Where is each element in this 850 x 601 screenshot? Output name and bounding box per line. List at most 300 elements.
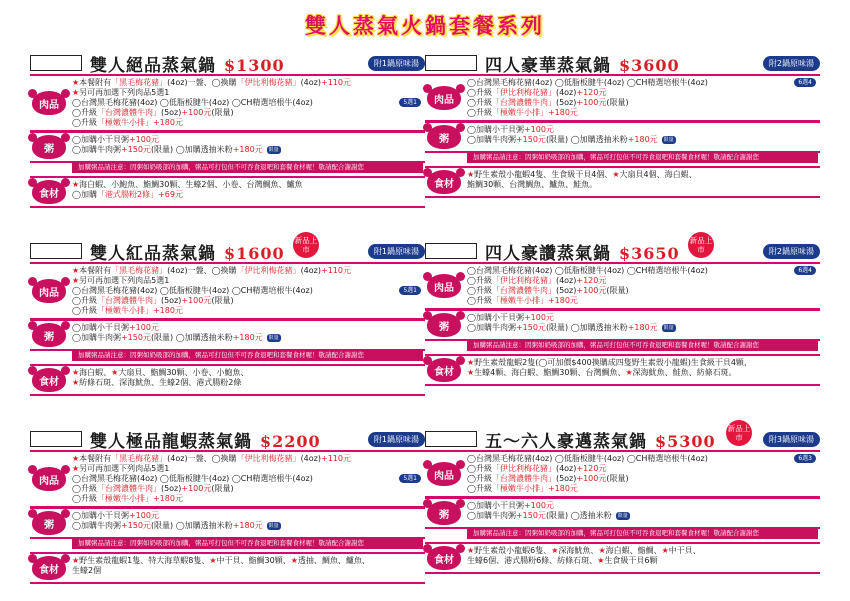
congee-note: 加購粥品請注意：因粥如奶吸部的加購，粥品可打包但不可吞食退吧和套餐食材喔！敬請配合謝謝您	[72, 538, 423, 549]
set-price: $1300	[224, 56, 285, 75]
ingredients-section	[30, 364, 425, 396]
limited-tag: 限量	[268, 522, 279, 529]
row-text-part: (限量) ◯透抽米粉	[545, 511, 612, 520]
row-text-part: 「極嫩牛小排」	[96, 306, 153, 315]
row-text-part: 海白蝦、	[79, 368, 112, 377]
row-text-part: +180元	[152, 306, 183, 315]
menu-row	[467, 296, 820, 306]
ingredients-section-rows	[72, 556, 425, 576]
soup-pill: 附1鍋原味湯	[368, 432, 425, 447]
row-text-part: +100元	[128, 135, 159, 144]
row-text-part: 「伊比利梅花豬」	[491, 276, 556, 285]
row-text-part: +150元	[515, 135, 546, 144]
menu-panel	[425, 52, 820, 224]
row-text-part: ★	[625, 368, 633, 377]
name-box	[30, 55, 82, 71]
soup-pill: 附2鍋原味湯	[763, 244, 820, 259]
set-price: $3600	[619, 56, 680, 75]
menu-row	[467, 484, 820, 494]
row-text-part: ◯升級	[72, 306, 97, 315]
menu-row	[72, 286, 425, 296]
row-text-part: +100元	[523, 501, 554, 510]
set-price: $5300	[655, 432, 716, 451]
row-text-part: ◯加購小干貝粥	[72, 323, 129, 332]
ingredients-section	[425, 354, 820, 386]
ingredients-section-rows	[72, 368, 425, 388]
menu-panel	[425, 236, 820, 412]
menu-row	[467, 368, 820, 378]
ingredients-section	[30, 176, 425, 208]
row-text-part: ★	[551, 546, 559, 555]
row-text-part: +180元	[627, 323, 658, 332]
row-text-part: 鮨鯛30顆、台灣鯛魚、鱸魚、鮭魚。	[467, 180, 598, 189]
congee-section-rows	[467, 313, 820, 333]
congee-note: 加購粥品請注意：因粥如奶吸部的加購，粥品可打包但不可吞食退吧和套餐食材喔！敬請配合謝謝您	[467, 528, 818, 539]
row-text-part: (限量)	[606, 286, 629, 295]
row-text-part: ★	[72, 378, 80, 387]
set-name: 雙人紅品蒸氣鍋	[90, 244, 216, 264]
row-text-part: (4oz)	[555, 88, 577, 97]
ingredients-section	[425, 542, 820, 574]
row-text-part: ★	[72, 556, 80, 565]
row-text-part: +100元	[181, 108, 212, 117]
row-text-part: ◯升級	[467, 98, 492, 107]
meat-section	[30, 450, 425, 508]
row-text-part: 「極嫩牛小排」	[491, 296, 548, 305]
row-text-part: ★	[597, 556, 605, 565]
row-text-part: +180元	[232, 145, 263, 154]
row-text-part: 「台灣濃體牛肉」	[96, 108, 161, 117]
row-text-part: ◯加購	[72, 190, 97, 199]
row-text-part: +150元	[515, 323, 546, 332]
menu-panel	[30, 52, 425, 224]
row-text-part: +150元	[120, 521, 151, 530]
row-text-part: ◯加購小干貝粥	[467, 313, 524, 322]
row-text-part: +180元	[547, 484, 578, 493]
soup-pill: 附2鍋原味湯	[763, 56, 820, 71]
menu-row	[467, 266, 820, 276]
row-text-part: ★	[209, 556, 217, 565]
row-text-part: ★	[467, 368, 475, 377]
congee-note: 加購粥品請注意：因粥如奶吸部的加購，粥品可打包但不可吞食退吧和套餐食材喔！敬請配合謝謝您	[72, 162, 423, 173]
row-text-part: +150元	[120, 333, 151, 342]
row-text-part: +100元	[523, 313, 554, 322]
row-text-part: 生蠔6個、港式腸粉6條、紡條石斑、	[467, 556, 598, 565]
menu-row	[72, 494, 425, 504]
menu-row	[467, 474, 820, 484]
row-text-part: +120元	[576, 88, 607, 97]
menu-row	[467, 135, 820, 145]
row-text-part: +180元	[547, 296, 578, 305]
menu-row	[72, 566, 425, 576]
congee-section-label: 粥	[427, 501, 461, 525]
row-text-part: (限量) ◯加購透抽米粉	[545, 135, 628, 144]
row-text-part: ★	[72, 276, 80, 285]
menu-row	[467, 556, 820, 566]
choice-tag: 5選1	[399, 286, 421, 295]
ingredients-section-rows	[72, 180, 425, 200]
row-text-part: ★	[72, 180, 80, 189]
soup-pill: 附1鍋原味湯	[368, 244, 425, 259]
menu-row	[467, 358, 820, 368]
meat-section-rows	[72, 454, 425, 504]
panel-name	[90, 239, 285, 264]
row-text-part: 另可再加選下列肉品5選1	[79, 88, 170, 97]
ingredients-section-label: 食材	[427, 170, 461, 194]
row-text-part: ◯加購小干貝粥	[72, 511, 129, 520]
row-text-part: +100元	[128, 511, 159, 520]
row-text-part: ◯加購牛肉粥	[467, 511, 516, 520]
row-text-part: ◯台灣黑毛梅花豬(4oz) ◯低脂板腱牛(4oz) ◯CH精選培根牛(4oz)	[467, 266, 708, 275]
menu-row	[72, 296, 425, 306]
row-text-part: +180元	[152, 494, 183, 503]
row-text-part: +100元	[128, 323, 159, 332]
row-text-part: 大扇貝4個、海白蝦、	[619, 170, 697, 179]
menu-panel	[425, 424, 820, 600]
limited-tag: 限量	[268, 146, 279, 153]
row-text-part: 野生素殼龍蝦2隻(◯可加價$400換購成四隻野生素殼小龍蝦)生食級干貝4顆、	[474, 358, 752, 367]
panel-name	[485, 239, 680, 264]
row-text-part: ★	[72, 464, 80, 473]
row-text-part: ◯升級	[467, 296, 492, 305]
row-text-part: 「台灣濃體牛肉」	[96, 484, 161, 493]
limited-tag: 限量	[617, 512, 628, 519]
panel-header	[30, 236, 425, 264]
menu-row	[467, 323, 820, 333]
ingredients-section-label: 食材	[427, 546, 461, 570]
limited-tag: 限量	[663, 324, 674, 331]
row-text-part: ★	[467, 170, 475, 179]
menu-row	[72, 108, 425, 118]
choice-tag: 6選4	[794, 78, 816, 87]
row-text-part: 生蠔2個	[72, 566, 102, 575]
row-text-part: ◯加購小干貝粥	[467, 125, 524, 134]
menu-panel	[30, 428, 425, 600]
row-text-part: +100元	[576, 474, 607, 483]
row-text-part: 生食級干貝6顆	[604, 556, 658, 565]
row-text-part: 生蠔4顆、海白蝦、鮨鯛30顆、台灣鯛魚、	[474, 368, 626, 377]
page-title: 雙人蒸氣火鍋套餐系列	[305, 13, 545, 38]
ingredients-section	[425, 166, 820, 198]
menu-row	[72, 98, 425, 108]
row-text-part: +110元	[321, 78, 351, 87]
menu-row	[467, 108, 820, 118]
menu-panel	[30, 236, 425, 412]
row-text-part: 紡條石斑、深海魷魚、生蠔2個、港式腸粉2條	[79, 378, 242, 387]
menu-row	[467, 170, 820, 180]
row-text-part: ★	[290, 556, 298, 565]
limited-tag: 限量	[663, 136, 674, 143]
menu-row	[72, 323, 425, 333]
panel-name	[485, 51, 680, 76]
name-box	[425, 431, 477, 447]
row-text-part: ◯加購牛肉粥	[467, 323, 516, 332]
row-text-part: 「台灣濃體牛肉」	[96, 296, 161, 305]
congee-section	[425, 121, 820, 153]
congee-section-rows	[72, 135, 425, 155]
row-text-part: +69元	[158, 190, 183, 199]
set-price: $3650	[619, 244, 680, 263]
row-text-part: ★	[72, 88, 80, 97]
meat-section	[30, 262, 425, 320]
row-text-part: +100元	[523, 125, 554, 134]
row-text-part: +180元	[547, 108, 578, 117]
menu-row	[72, 276, 425, 286]
name-box	[425, 55, 477, 71]
meat-section-rows	[72, 266, 425, 316]
row-text-part: (限量) ◯加購透抽米粉	[545, 323, 628, 332]
row-text-part: +180元	[232, 521, 263, 530]
meat-section	[30, 74, 425, 132]
soup-pill: 附3鍋原味湯	[763, 432, 820, 447]
row-text-part: ◯升級	[467, 474, 492, 483]
row-text-part: +180元	[232, 333, 263, 342]
meat-section-label: 肉品	[32, 467, 66, 491]
row-text-part: +120元	[576, 464, 607, 473]
row-text-part: 本餐附有	[79, 454, 112, 463]
row-text-part: ★	[72, 454, 80, 463]
name-box	[425, 243, 477, 259]
row-text-part: ◯升級	[72, 118, 97, 127]
menu-row	[72, 521, 425, 531]
set-name: 雙人絕品蒸氣鍋	[90, 56, 216, 76]
row-text-part: ★	[467, 546, 475, 555]
row-text-part: ◯加購牛肉粥	[72, 145, 121, 154]
congee-section	[30, 319, 425, 351]
panel-name	[485, 427, 716, 452]
row-text-part: 「黑毛梅花豬」	[111, 78, 168, 87]
row-text-part: (限量) ◯加購透抽米粉	[150, 333, 233, 342]
row-text-part: 「極嫩牛小排」	[491, 108, 548, 117]
congee-section-rows	[467, 501, 820, 521]
panel-name	[90, 51, 285, 76]
row-text-part: (5oz)	[555, 98, 577, 107]
row-text-part: +150元	[515, 511, 546, 520]
row-text-part: ◯台灣黑毛梅花豬(4oz) ◯低脂板腱牛(4oz) ◯CH精選培根牛(4oz)	[72, 286, 313, 295]
meat-section-label: 肉品	[427, 86, 461, 110]
menu-row	[72, 484, 425, 494]
row-text-part: 「台灣濃體牛肉」	[491, 98, 556, 107]
row-text-part: 「港式腸粉2條」	[96, 190, 159, 199]
menu-row	[72, 556, 425, 566]
meat-section-rows	[467, 454, 820, 494]
panel-header	[30, 428, 425, 450]
row-text-part: ◯加購小干貝粥	[72, 135, 129, 144]
row-text-part: ◯升級	[72, 108, 97, 117]
row-text-part: ★	[661, 546, 669, 555]
set-name: 四人豪讚蒸氣鍋	[485, 244, 611, 264]
meat-section	[425, 262, 820, 310]
row-text-part: 「伊比利梅花豬」	[236, 78, 301, 87]
name-box	[30, 431, 82, 447]
row-text-part: (限量)	[606, 98, 629, 107]
menu-row	[72, 378, 425, 388]
set-price: $1600	[224, 244, 285, 263]
row-text-part: 「台灣濃體牛肉」	[491, 286, 556, 295]
menu-row	[467, 88, 820, 98]
choice-tag: 5選1	[399, 474, 421, 483]
row-text-part: ★	[612, 170, 620, 179]
row-text-part: (限量)	[606, 474, 629, 483]
row-text-part: 深海魷魚、鮭魚、紡條石斑。	[632, 368, 737, 377]
row-text-part: ◯加購牛肉粥	[467, 135, 516, 144]
panel-header	[425, 424, 820, 452]
set-name: 雙人極品龍蝦蒸氣鍋	[90, 432, 252, 452]
row-text-part: 本餐附有	[79, 266, 112, 275]
congee-section-label: 粥	[32, 323, 66, 347]
menu-row	[72, 266, 425, 276]
ingredients-section-label: 食材	[427, 358, 461, 382]
row-text-part: ◯台灣黑毛梅花豬(4oz) ◯低脂板腱牛(4oz) ◯CH精選培根牛(4oz)	[467, 78, 708, 87]
row-text-part: ◯升級	[467, 108, 492, 117]
set-price: $2200	[260, 432, 321, 451]
congee-note: 加購粥品請注意：因粥如奶吸部的加購，粥品可打包但不可吞食退吧和套餐食材喔！敬請配合謝謝您	[467, 340, 818, 351]
row-text-part: 「伊比利梅花豬」	[491, 464, 556, 473]
congee-section	[425, 497, 820, 529]
set-name: 四人豪華蒸氣鍋	[485, 56, 611, 76]
meat-section-rows	[467, 266, 820, 306]
congee-section-rows	[467, 125, 820, 145]
row-text-part: 中干貝、鮨鯛30顆、	[216, 556, 291, 565]
row-text-part: ◯升級	[467, 88, 492, 97]
row-text-part: ◯升級	[72, 484, 97, 493]
row-text-part: 「台灣濃體牛肉」	[491, 474, 556, 483]
ingredients-section	[30, 552, 425, 584]
row-text-part: +180元	[152, 118, 183, 127]
meat-section	[425, 450, 820, 498]
row-text-part: 另可再加選下列肉品5選1	[79, 276, 170, 285]
congee-section-label: 粥	[32, 135, 66, 159]
choice-tag: 6選4	[794, 266, 816, 275]
meat-section-label: 肉品	[32, 279, 66, 303]
menu-row	[467, 125, 820, 135]
row-text-part: (限量)	[211, 108, 234, 117]
menu-row	[72, 454, 425, 464]
row-text-part: +100元	[181, 484, 212, 493]
row-text-part: 透抽、鯛魚、鱸魚、	[297, 556, 370, 565]
row-text-part: 「伊比利梅花豬」	[236, 266, 301, 275]
row-text-part: (4oz)	[300, 266, 321, 275]
row-text-part: ◯加購小干貝粥	[467, 501, 524, 510]
row-text-part: 海白蝦、小鮑魚、鮨鯛30顆、生蠔2個、小卷、台灣鯛魚、鱸魚	[79, 180, 303, 189]
meat-section-label: 肉品	[427, 274, 461, 298]
menu-row	[72, 190, 425, 200]
ingredients-section-rows	[467, 170, 820, 190]
meat-section-label: 肉品	[32, 91, 66, 115]
menu-row	[467, 78, 820, 88]
row-text-part: 野生素殼小龍蝦4隻、生食級干貝4個、	[474, 170, 613, 179]
row-text-part: ★	[72, 368, 80, 377]
meat-section-label: 肉品	[427, 462, 461, 486]
panel-header	[425, 52, 820, 74]
row-text-part: (限量) ◯加購透抽米粉	[150, 521, 233, 530]
congee-note: 加購粥品請注意：因粥如奶吸部的加購，粥品可打包但不可吞食退吧和套餐食材喔！敬請配合謝謝您	[467, 152, 818, 163]
menu-row	[467, 286, 820, 296]
new-badge: 新品上市	[293, 232, 319, 258]
menu-row	[72, 306, 425, 316]
row-text-part: +100元	[181, 296, 212, 305]
row-text-part: (5oz)	[160, 108, 182, 117]
meat-section-rows	[467, 78, 820, 118]
row-text-part: ◯升級	[467, 484, 492, 493]
row-text-part: ◯升級	[72, 296, 97, 305]
name-box	[30, 243, 82, 259]
new-badge: 新品上市	[688, 232, 714, 258]
row-text-part: (4oz)一盤、◯換購	[167, 78, 237, 87]
menu-row	[467, 454, 820, 464]
row-text-part: ◯加購牛肉粥	[72, 521, 121, 530]
row-text-part: +100元	[576, 286, 607, 295]
row-text-part: ★	[598, 546, 606, 555]
row-text-part: ◯台灣黑毛梅花豬(4oz) ◯低脂板腱牛(4oz) ◯CH精選培根牛(4oz)	[72, 98, 313, 107]
menu-row	[467, 501, 820, 511]
congee-section-label: 粥	[32, 511, 66, 535]
limited-tag: 限量	[268, 334, 279, 341]
row-text-part: 大扇貝、鮨鯛30顆、小卷、小鮑魚、	[118, 368, 249, 377]
menu-row	[72, 368, 425, 378]
row-text-part: +120元	[576, 276, 607, 285]
row-text-part: 「黑毛梅花豬」	[111, 266, 168, 275]
congee-section-label: 粥	[427, 125, 461, 149]
row-text-part: 本餐附有	[79, 78, 112, 87]
row-text-part: +110元	[321, 266, 351, 275]
ingredients-section-rows	[467, 358, 820, 378]
row-text-part: +180元	[627, 135, 658, 144]
row-text-part: ★	[72, 266, 80, 275]
choice-tag: 6選3	[794, 454, 816, 463]
row-text-part: ◯升級	[72, 494, 97, 503]
menu-row	[467, 313, 820, 323]
soup-pill: 附1鍋原味湯	[368, 56, 425, 71]
row-text-part: ★	[111, 368, 119, 377]
congee-section	[30, 131, 425, 163]
menu-row	[72, 333, 425, 343]
row-text-part: ◯加購牛肉粥	[72, 333, 121, 342]
meat-section-rows	[72, 78, 425, 128]
menu-row	[467, 276, 820, 286]
ingredients-section-rows	[467, 546, 820, 566]
new-badge: 新品上市	[726, 420, 752, 446]
ingredients-section-label: 食材	[32, 556, 66, 580]
congee-section-label: 粥	[427, 313, 461, 337]
row-text-part: +100元	[576, 98, 607, 107]
row-text-part: (限量)	[211, 484, 234, 493]
menu-row	[72, 88, 425, 98]
menu-row	[72, 464, 425, 474]
menu-row	[72, 474, 425, 484]
choice-tag: 5選1	[399, 98, 421, 107]
row-text-part: 「極嫩牛小排」	[491, 484, 548, 493]
menu-row	[467, 511, 820, 521]
row-text-part: ★	[72, 78, 80, 87]
row-text-part: 深海魷魚、	[558, 546, 599, 555]
row-text-part: 另可再加選下列肉品5選1	[79, 464, 170, 473]
congee-section	[425, 309, 820, 341]
row-text-part: 「伊比利梅花豬」	[491, 88, 556, 97]
panel-header	[30, 52, 425, 74]
row-text-part: (4oz)一盤、◯換購	[167, 454, 237, 463]
row-text-part: (5oz)	[160, 296, 182, 305]
menu-row	[72, 78, 425, 88]
row-text-part: 「極嫩牛小排」	[96, 118, 153, 127]
menu-row	[72, 135, 425, 145]
row-text-part: 「伊比利梅花豬」	[236, 454, 301, 463]
row-text-part: 野生素殼龍蝦1隻、特大海草蝦8隻、	[79, 556, 210, 565]
row-text-part: (限量)	[211, 296, 234, 305]
row-text-part: 「極嫩牛小排」	[96, 494, 153, 503]
panel-name	[90, 427, 321, 452]
row-text-part: 野生素殼小龍蝦6隻、	[474, 546, 552, 555]
